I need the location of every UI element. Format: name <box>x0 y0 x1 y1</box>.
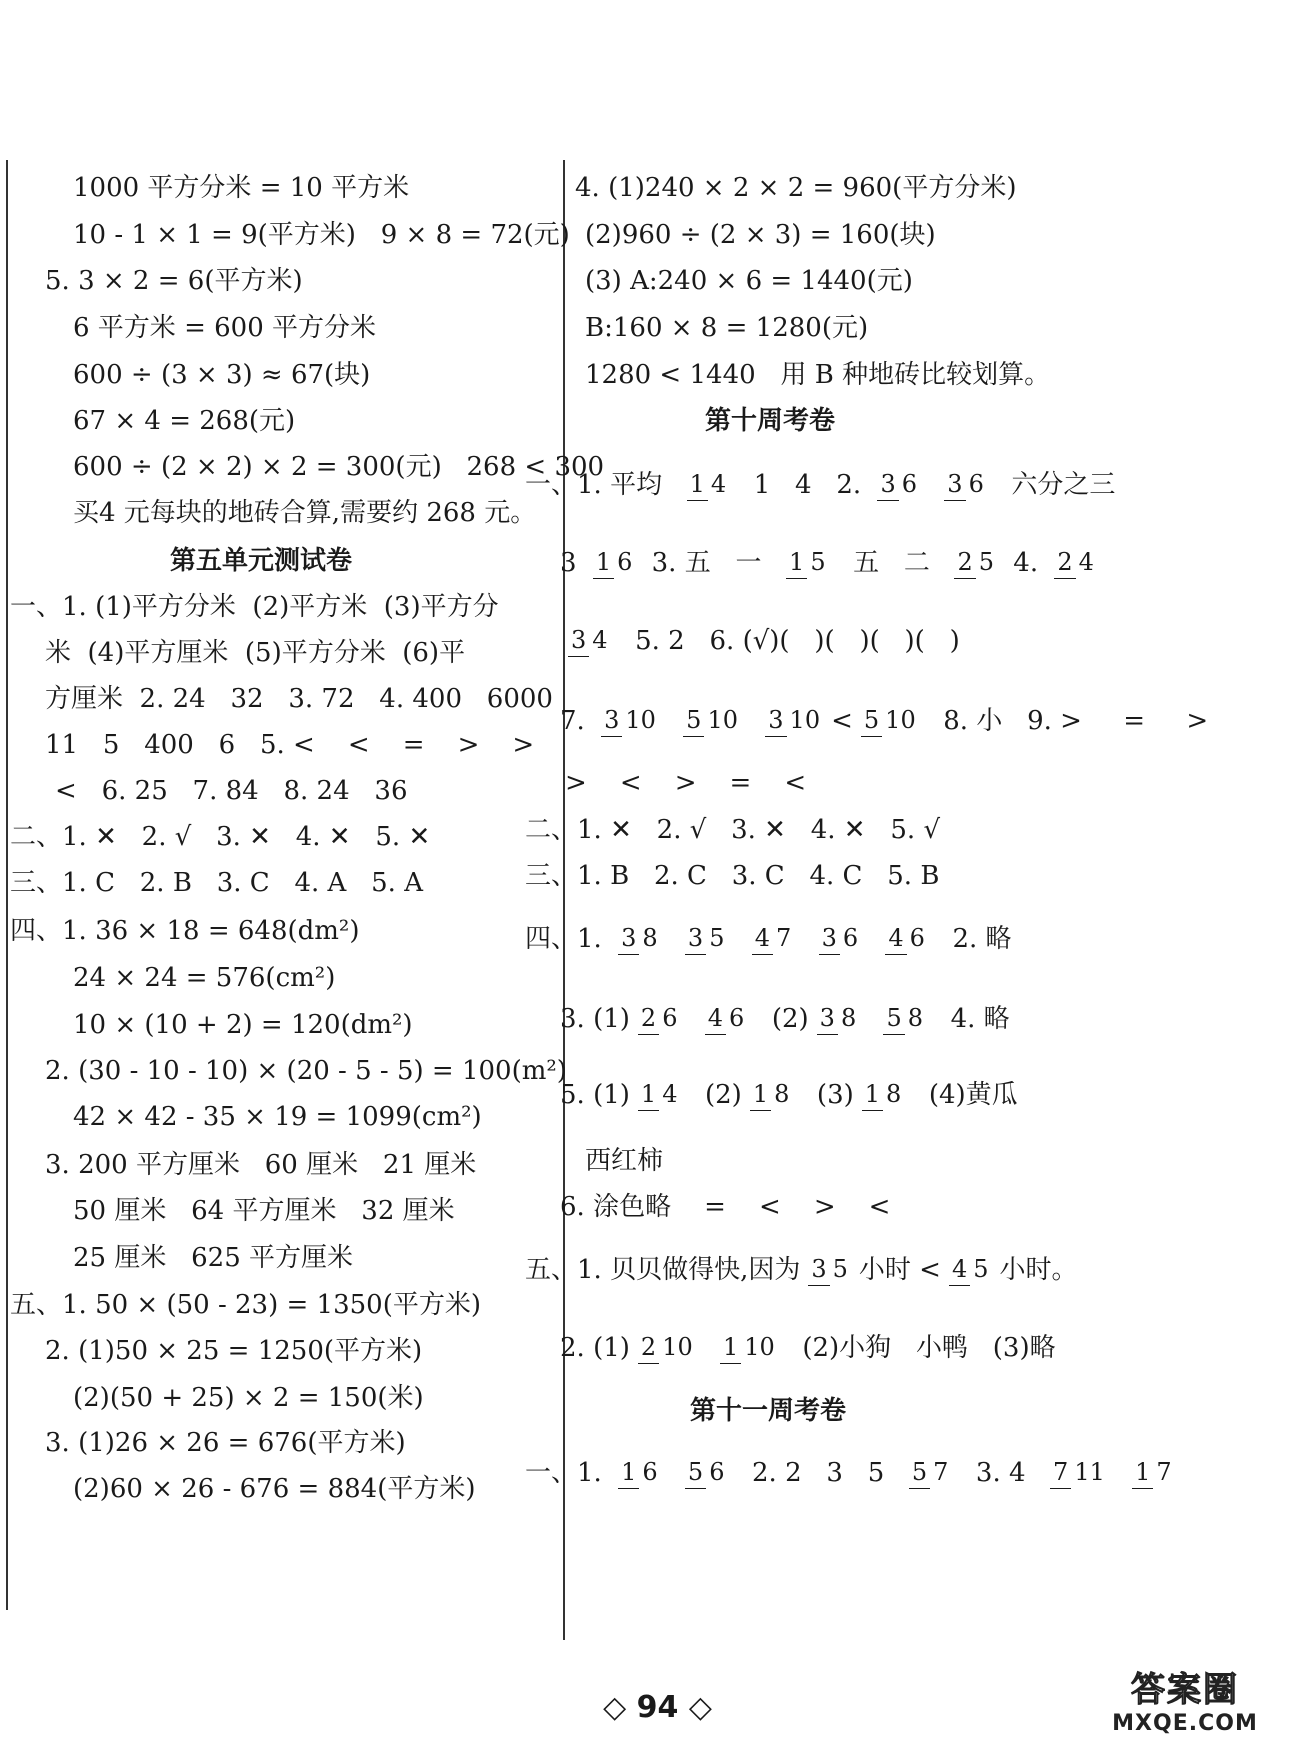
left-line <box>10 918 360 944</box>
right-line <box>585 222 936 248</box>
answer-text: (4)黄瓜 <box>912 1080 1018 1110</box>
right-line <box>560 708 1208 734</box>
fraction-denominator: 4 <box>710 470 727 499</box>
answer-text <box>749 708 757 734</box>
answer-text: 五、1. 贝贝做得快,因为 <box>525 1255 801 1285</box>
fraction <box>862 1082 905 1107</box>
fraction <box>618 926 661 951</box>
left-line <box>73 1012 413 1038</box>
fraction <box>885 926 928 951</box>
fraction <box>593 550 636 575</box>
fraction <box>817 1006 860 1031</box>
left-line <box>73 1198 455 1224</box>
fraction-numerator: 1 <box>638 1080 659 1111</box>
left-line <box>73 1104 482 1130</box>
right-line <box>560 1006 1010 1032</box>
answer-text: 方厘米 2. 24 32 3. 72 4. 400 6000 <box>45 684 553 714</box>
answer-text <box>704 1335 712 1361</box>
fraction-denominator: 6 <box>662 1004 678 1033</box>
fraction-numerator: 5 <box>683 706 704 737</box>
left-line <box>45 686 553 712</box>
fraction-denominator: 5 <box>709 924 725 953</box>
fraction <box>638 1082 681 1107</box>
fraction <box>1050 1460 1108 1485</box>
answer-text: 10 - 1 × 1 = 9(平方米) 9 × 8 = 72(元) <box>73 220 570 250</box>
answer-text: 3. 4 <box>959 1458 1043 1488</box>
fraction-numerator: 1 <box>862 1080 883 1111</box>
answer-text: 11 5 400 6 5. < < = > > <box>45 730 535 760</box>
answer-text: 7. <box>560 706 594 736</box>
fraction-denominator: 10 <box>744 1333 775 1362</box>
fraction-numerator: 3 <box>568 626 589 657</box>
answer-text: (2)60 × 26 - 676 = 884(平方米) <box>73 1474 476 1504</box>
answer-text: 买4 元每块的地砖合算,需要约 268 元。 <box>73 498 537 528</box>
left-line <box>73 1385 424 1411</box>
fraction-numerator: 4 <box>705 1004 726 1035</box>
fraction-denominator: 6 <box>842 924 859 953</box>
answer-text <box>688 1006 696 1032</box>
answer-text: 第十周考卷 <box>705 406 836 436</box>
fraction-denominator: 6 <box>617 548 633 577</box>
fraction <box>808 1257 851 1282</box>
answer-text: > < > = < <box>565 768 807 798</box>
fraction-denominator: 8 <box>840 1004 857 1033</box>
left-line <box>73 1245 353 1271</box>
fraction <box>687 472 730 497</box>
answer-text: 一、1. <box>525 1458 611 1488</box>
right-line <box>525 863 939 889</box>
fraction-numerator: 1 <box>1132 1458 1153 1489</box>
left-line <box>73 362 370 388</box>
fraction <box>685 926 728 951</box>
fraction-denominator: 8 <box>907 1004 924 1033</box>
answer-text: 1 4 2. <box>737 470 870 500</box>
fraction <box>877 472 920 497</box>
fraction <box>819 926 862 951</box>
left-line <box>170 548 352 574</box>
fraction-denominator: 6 <box>729 1004 745 1033</box>
left-line <box>55 778 408 804</box>
left-line <box>10 1292 481 1318</box>
answer-text: 5. 2 6. (√)( )( )( )( ) <box>618 626 960 656</box>
watermark-logo <box>1075 1660 1295 1738</box>
fraction-denominator: 8 <box>774 1080 790 1109</box>
answer-text: 五、1. 50 × (50 - 23) = 1350(平方米) <box>10 1290 482 1320</box>
answer-text: < 6. 25 7. 84 8. 24 36 <box>55 776 408 806</box>
answer-text: 二、1. ✕ 2. √ 3. ✕ 4. ✕ 5. ✕ <box>10 822 431 852</box>
fraction <box>752 926 795 951</box>
answer-text: 600 ÷ (2 × 2) × 2 = 300(元) 268 < 300 <box>73 452 605 482</box>
answer-text: 五 二 <box>836 548 947 578</box>
answer-text: 42 × 42 - 35 × 19 = 1099(cm²) <box>73 1102 482 1132</box>
fraction-denominator: 5 <box>832 1255 848 1284</box>
answer-text: B:160 × 8 = 1280(元) <box>585 313 869 343</box>
answer-text: 4. <box>1005 548 1047 578</box>
answer-text <box>802 926 810 952</box>
fraction <box>750 1082 793 1107</box>
fraction-numerator: 4 <box>949 1255 970 1286</box>
fraction-denominator: 4 <box>1078 548 1094 577</box>
fraction-numerator: 1 <box>786 548 807 579</box>
right-line <box>705 408 835 434</box>
left-line <box>73 408 295 434</box>
watermark-bottom: MXQE.COM <box>1112 1711 1258 1736</box>
answer-text: (2)960 ÷ (2 × 3) = 160(块) <box>585 220 936 250</box>
answer-text: 4. (1)240 × 2 × 2 = 960(平方分米) <box>575 173 1017 203</box>
fraction-numerator: 3 <box>618 924 639 955</box>
fraction-denominator: 6 <box>642 1458 658 1487</box>
fraction <box>883 1006 926 1031</box>
fraction <box>685 1460 728 1485</box>
fraction-numerator: 4 <box>885 924 906 955</box>
answer-text: 一、1. 平均 <box>525 470 679 500</box>
fraction-denominator: 10 <box>707 706 738 735</box>
fraction-numerator: 3 <box>817 1004 838 1035</box>
left-line <box>73 500 536 526</box>
left-line <box>45 1338 422 1364</box>
answer-text: (2) <box>688 1080 742 1110</box>
answer-text: (3) <box>800 1080 854 1110</box>
answer-text <box>869 926 877 952</box>
answer-text: 2. 略 <box>935 924 1012 954</box>
answer-text: < <box>831 706 853 736</box>
answer-text: 二、1. ✕ 2. √ 3. ✕ 4. ✕ 5. √ <box>525 815 941 845</box>
answer-text: 米 (4)平方厘米 (5)平方分米 (6)平 <box>45 638 466 668</box>
left-line <box>45 1430 406 1456</box>
right-line <box>525 472 1115 498</box>
answer-text <box>669 926 677 952</box>
answer-text: (2)(50 + 25) × 2 = 150(米) <box>73 1383 424 1413</box>
left-line <box>10 870 423 896</box>
fraction-denominator: 8 <box>642 924 658 953</box>
answer-text: (2)小狗 小鸭 (3)略 <box>785 1333 1056 1363</box>
left-line <box>45 1152 476 1178</box>
fraction <box>568 628 611 653</box>
answer-text: 24 × 24 = 576(cm²) <box>73 963 336 993</box>
fraction <box>1054 550 1097 575</box>
right-line <box>585 268 913 294</box>
answer-text: 六分之三 <box>994 470 1116 500</box>
answer-text: 2. (1) <box>560 1333 630 1363</box>
answer-text: 小时 < <box>858 1255 941 1285</box>
answer-text: 1280 < 1440 用 B 种地砖比较划算。 <box>585 360 1051 390</box>
answer-text: 25 厘米 625 平方厘米 <box>73 1243 354 1273</box>
answer-text: 5. 3 × 2 = 6(平方米) <box>45 266 303 296</box>
left-line <box>10 824 430 850</box>
left-line <box>10 594 499 620</box>
answer-text: 5. (1) <box>560 1080 630 1110</box>
right-line <box>575 175 1016 201</box>
answer-text: 2. 2 3 5 <box>735 1458 901 1488</box>
fraction <box>909 1460 952 1485</box>
fraction-denominator: 8 <box>886 1080 902 1109</box>
fraction-numerator: 5 <box>909 1458 930 1489</box>
fraction-numerator: 1 <box>750 1080 771 1111</box>
left-line <box>45 732 534 758</box>
fraction-numerator: 1 <box>593 548 614 579</box>
fraction-denominator: 10 <box>885 706 916 735</box>
answer-text: 第十一周考卷 <box>690 1396 847 1426</box>
right-line <box>585 362 1050 388</box>
fraction-numerator: 7 <box>1050 1458 1071 1489</box>
left-line <box>45 268 303 294</box>
fraction-denominator: 7 <box>933 1458 949 1487</box>
right-line <box>585 1148 663 1174</box>
answer-text <box>735 926 743 952</box>
right-line <box>560 550 1105 576</box>
fraction-denominator: 5 <box>978 548 995 577</box>
fraction-numerator: 5 <box>685 1458 706 1489</box>
fraction-numerator: 1 <box>687 470 708 501</box>
fraction-denominator: 6 <box>909 924 925 953</box>
left-line <box>73 222 570 248</box>
fraction-numerator: 3 <box>685 924 706 955</box>
watermark-top: 答案圈 <box>1131 1670 1239 1710</box>
fraction-denominator: 11 <box>1074 1458 1105 1487</box>
fraction-numerator: 3 <box>819 924 840 955</box>
fraction-numerator: 5 <box>861 706 882 737</box>
answer-text: 3. 200 平方厘米 60 厘米 21 厘米 <box>45 1150 477 1180</box>
answer-text: 3 <box>560 548 585 578</box>
answer-text: 1000 平方分米 = 10 平方米 <box>73 173 410 203</box>
fraction <box>720 1335 778 1360</box>
answer-text: 8. 小 9. > = > <box>926 706 1209 736</box>
fraction <box>765 708 823 733</box>
fraction-denominator: 6 <box>709 1458 725 1487</box>
left-line <box>45 1058 567 1084</box>
fraction-numerator: 2 <box>1054 548 1075 579</box>
fraction-denominator: 5 <box>973 1255 989 1284</box>
answer-text: (2) <box>755 1004 809 1034</box>
fraction-denominator: 10 <box>625 706 656 735</box>
answer-text: 3. 五 一 <box>643 548 779 578</box>
fraction-numerator: 3 <box>808 1255 829 1286</box>
answer-text: 2. (1)50 × 25 = 1250(平方米) <box>45 1336 423 1366</box>
answer-text: 四、1. 36 × 18 = 648(dm²) <box>10 916 360 946</box>
answer-text: 一、1. (1)平方分米 (2)平方米 (3)平方分 <box>10 592 499 622</box>
answer-text <box>669 1460 677 1486</box>
fraction-numerator: 5 <box>883 1004 904 1035</box>
left-line <box>73 1476 475 1502</box>
right-line <box>585 315 868 341</box>
fraction-numerator: 3 <box>601 706 622 737</box>
answer-text: 3. (1) <box>560 1004 630 1034</box>
answer-text <box>1116 1460 1124 1486</box>
fraction-numerator: 2 <box>638 1004 659 1035</box>
fraction <box>954 550 997 575</box>
fraction <box>683 708 741 733</box>
answer-text <box>867 1006 875 1032</box>
right-line <box>525 1460 1183 1486</box>
fraction-denominator: 10 <box>662 1333 693 1362</box>
answer-text: 67 × 4 = 268(元) <box>73 406 296 436</box>
fraction <box>705 1006 748 1031</box>
left-line <box>73 965 335 991</box>
left-line <box>73 315 376 341</box>
column-divider <box>563 160 565 1640</box>
fraction-denominator: 4 <box>592 626 608 655</box>
right-line <box>560 628 960 654</box>
fraction <box>618 1460 661 1485</box>
right-line <box>525 926 1012 952</box>
answer-text <box>928 472 936 498</box>
fraction <box>638 1335 696 1360</box>
answer-text: 600 ÷ (3 × 3) ≈ 67(块) <box>73 360 371 390</box>
answer-text: 2. (30 - 10 - 10) × (20 - 5 - 5) = 100(m²) <box>45 1056 567 1086</box>
left-line <box>73 175 409 201</box>
answer-text: 三、1. C 2. B 3. C 4. A 5. A <box>10 868 423 898</box>
answer-text: 小时。 <box>999 1255 1078 1285</box>
answer-text: 10 × (10 + 2) = 120(dm²) <box>73 1010 413 1040</box>
fraction-denominator: 5 <box>810 548 826 577</box>
answer-text: (3) A:240 × 6 = 1440(元) <box>585 266 913 296</box>
right-line <box>690 1398 846 1424</box>
right-line <box>560 1335 1056 1361</box>
fraction-numerator: 3 <box>765 706 786 737</box>
right-line <box>560 1194 890 1220</box>
fraction <box>949 1257 992 1282</box>
fraction <box>944 472 987 497</box>
right-line <box>525 817 940 843</box>
answer-text: 3. (1)26 × 26 = 676(平方米) <box>45 1428 406 1458</box>
answer-text: 西红柿 <box>585 1146 664 1176</box>
right-line <box>565 770 806 796</box>
fraction-denominator: 10 <box>789 706 821 735</box>
answer-text: 50 厘米 64 平方厘米 32 厘米 <box>73 1196 455 1226</box>
page-number-text: ◇ 94 ◇ <box>603 1690 712 1725</box>
answer-text: 4. 略 <box>934 1004 1010 1034</box>
fraction-numerator: 1 <box>720 1333 741 1364</box>
left-margin-rule <box>6 160 8 1610</box>
fraction <box>601 708 659 733</box>
right-line <box>560 1082 1018 1108</box>
fraction-denominator: 6 <box>901 470 918 499</box>
fraction-numerator: 2 <box>638 1333 659 1364</box>
answer-text: 三、1. B 2. C 3. C 4. C 5. B <box>525 861 940 891</box>
fraction-denominator: 7 <box>776 924 792 953</box>
answer-text: 6 平方米 = 600 平方分米 <box>73 313 377 343</box>
fraction-numerator: 2 <box>954 548 975 579</box>
answer-text: 四、1. <box>525 924 611 954</box>
fraction <box>638 1006 681 1031</box>
fraction <box>786 550 829 575</box>
answer-text: 第五单元测试卷 <box>170 546 353 576</box>
answer-text: 6. 涂色略 = < > < <box>560 1192 891 1222</box>
fraction-denominator: 7 <box>1156 1458 1172 1487</box>
fraction <box>861 708 919 733</box>
fraction-numerator: 3 <box>944 470 965 501</box>
answer-text <box>667 708 675 734</box>
fraction-denominator: 6 <box>968 470 984 499</box>
fraction-numerator: 3 <box>877 470 898 501</box>
fraction-numerator: 1 <box>618 1458 639 1489</box>
fraction <box>1132 1460 1175 1485</box>
left-line <box>45 640 465 666</box>
fraction-denominator: 4 <box>662 1080 678 1109</box>
fraction-numerator: 4 <box>752 924 773 955</box>
right-line <box>525 1257 1078 1283</box>
